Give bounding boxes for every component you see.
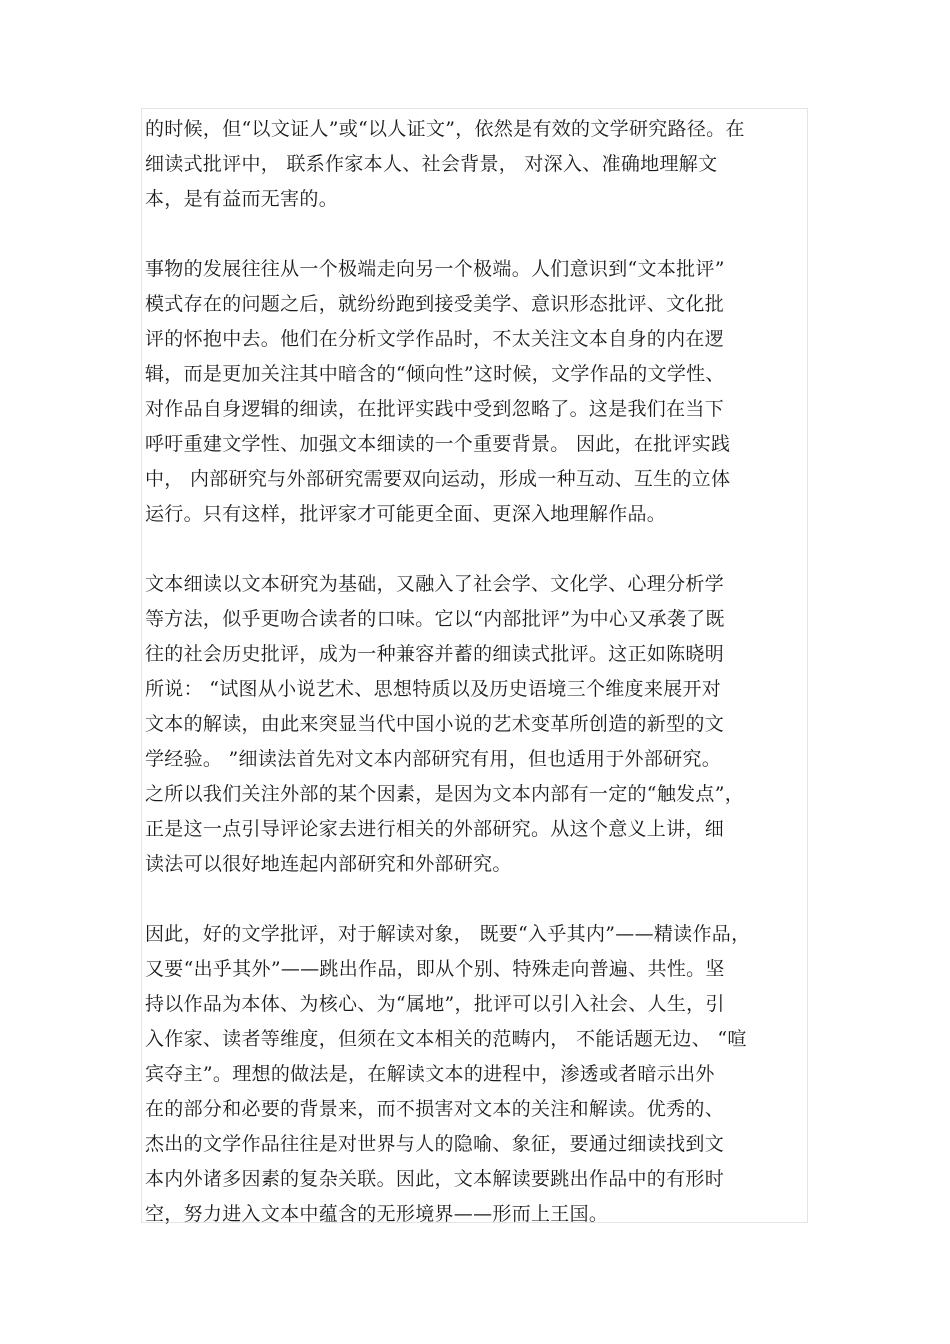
- text-line: 辑，而是更加关注其中暗含的“倾向性”这时候，文学作品的文学性、: [145, 363, 725, 385]
- text-line: 细读式批评中， 联系作家本人、社会背景， 对深入、准确地理解文: [145, 153, 718, 175]
- text-line: 运行。只有这样，批评家才可能更全面、更深入地理解作品。: [145, 503, 667, 525]
- text-line: 等方法，似乎更吻合读者的口味。它以“内部批评”为中心又承袭了既: [145, 608, 725, 630]
- paragraph-2: [145, 252, 865, 532]
- paragraph-3: [145, 567, 865, 882]
- text-line: 模式存在的问题之后，就纷纷跑到接受美学、意识形态批评、文化批: [145, 293, 725, 315]
- text-line: 的时候，但“以文证人”或“以人证文”，依然是有效的文学研究路径。在: [145, 118, 745, 140]
- document-body: [145, 112, 865, 1267]
- text-line: 文本细读以文本研究为基础，又融入了社会学、文化学、心理分析学: [145, 573, 725, 595]
- text-line: 之所以我们关注外部的某个因素，是因为文本内部有一定的“触发点”，: [145, 783, 745, 805]
- text-line: 文本的解读，由此来突显当代中国小说的艺术变革所创造的新型的文: [145, 713, 725, 735]
- text-line: 入作家、读者等维度，但须在文本相关的范畴内， 不能话题无边、 “喧: [145, 1028, 747, 1050]
- paragraph-4: [145, 917, 865, 1232]
- text-line: 本内外诸多因素的复杂关联。因此，文本解读要跳出作品中的有形时: [145, 1168, 725, 1190]
- text-line: 宾夺主”。理想的做法是，在解读文本的进程中，渗透或者暗示出外: [145, 1063, 715, 1085]
- text-line: 持以作品为本体、为核心、为“属地”，批评可以引入社会、人生，引: [145, 993, 725, 1015]
- text-line: 中， 内部研究与外部研究需要双向运动，形成一种互动、互生的立体: [145, 468, 731, 490]
- text-line: 本，是有益而无害的。: [145, 188, 339, 210]
- text-line: 空，努力进入文本中蕴含的无形境界——形而上王国。: [145, 1203, 609, 1225]
- text-line: 评的怀抱中去。他们在分析文学作品时，不太关注文本自身的内在逻: [145, 328, 725, 350]
- text-line: 读法可以很好地连起内部研究和外部研究。: [145, 853, 512, 875]
- text-line: 杰出的文学作品往往是对世界与人的隐喻、象征，要通过细读找到文: [145, 1133, 725, 1155]
- text-line: 对作品自身逻辑的细读，在批评实践中受到忽略了。这是我们在当下: [145, 398, 725, 420]
- text-line: 所说： “试图从小说艺术、思想特质以及历史语境三个维度来展开对: [145, 678, 722, 700]
- text-line: 又要“出乎其外”——跳出作品，即从个别、特殊走向普遍、共性。坚: [145, 958, 725, 980]
- text-line: 呼吁重建文学性、加强文本细读的一个重要背景。 因此，在批评实践: [145, 433, 731, 455]
- text-line: 学经验。 ”细读法首先对文本内部研究有用，但也适用于外部研究。: [145, 748, 722, 770]
- text-line: 正是这一点引导评论家去进行相关的外部研究。从这个意义上讲，细: [145, 818, 725, 840]
- text-line: 事物的发展往往从一个极端走向另一个极端。人们意识到“文本批评”: [145, 258, 725, 280]
- text-line: 往的社会历史批评，成为一种兼容并蓄的细读式批评。这正如陈晓明: [145, 643, 725, 665]
- paragraph-1: [145, 112, 865, 217]
- text-line: 在的部分和必要的背景来，而不损害对文本的关注和解读。优秀的、: [145, 1098, 725, 1120]
- text-line: 因此，好的文学批评，对于解读对象， 既要“入乎其内”——精读作品，: [145, 923, 751, 945]
